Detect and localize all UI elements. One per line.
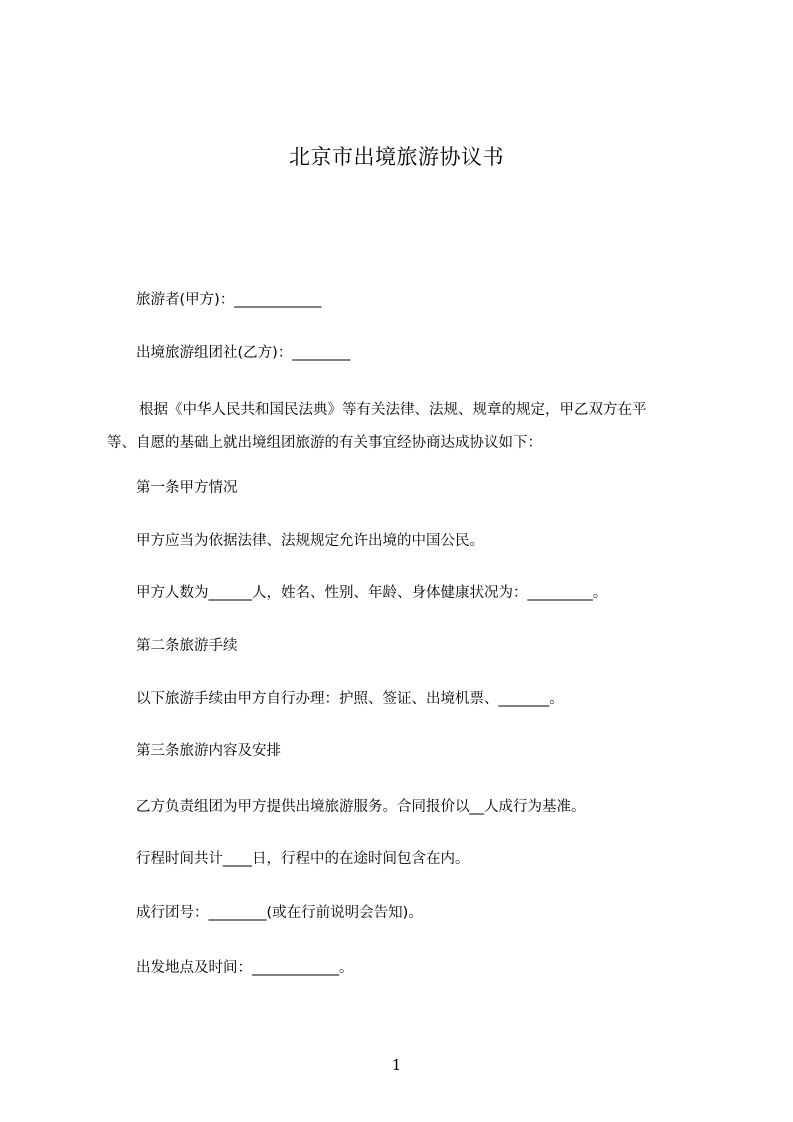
article2-heading: 第二条旅游手续 (136, 638, 238, 654)
preamble-paragraph (107, 394, 697, 460)
party-a-line: 旅游者(甲方)：____________ (136, 292, 322, 308)
page-number: 1 (391, 1056, 402, 1074)
preamble-line-1: 根据《中华人民共和国民法典》等有关法律、法规、规章的规定，甲乙双方在平 (139, 402, 647, 418)
article3-clause-1: 乙方负责组团为甲方提供出境旅游服务。合同报价以__人成行为基准。 (136, 799, 586, 815)
preamble-line-2: 等、自愿的基础上就出境组团旅游的有关事宜经协商达成协议如下： (107, 435, 542, 451)
document-title: 北京市出境旅游协议书 (289, 145, 504, 169)
article1-heading: 第一条甲方情况 (136, 480, 238, 496)
article3-clause-4: 出发地点及时间：____________。 (136, 960, 354, 976)
article3-clause-2: 行程时间共计____日，行程中的在途时间包含在内。 (136, 851, 470, 867)
article3-heading: 第三条旅游内容及安排 (136, 743, 281, 759)
article3-clause-3: 成行团号：________(或在行前说明会告知)。 (136, 905, 423, 921)
article1-clause-1: 甲方应当为依据法律、法规规定允许出境的中国公民。 (136, 533, 484, 549)
article1-clause-2: 甲方人数为______人，姓名、性别、年龄、身体健康状况为：_________。 (136, 585, 608, 601)
party-b-line: 出境旅游组团社(乙方)：________ (136, 345, 351, 361)
article2-clause-1: 以下旅游手续由甲方自行办理：护照、签证、出境机票、_______。 (136, 691, 564, 707)
